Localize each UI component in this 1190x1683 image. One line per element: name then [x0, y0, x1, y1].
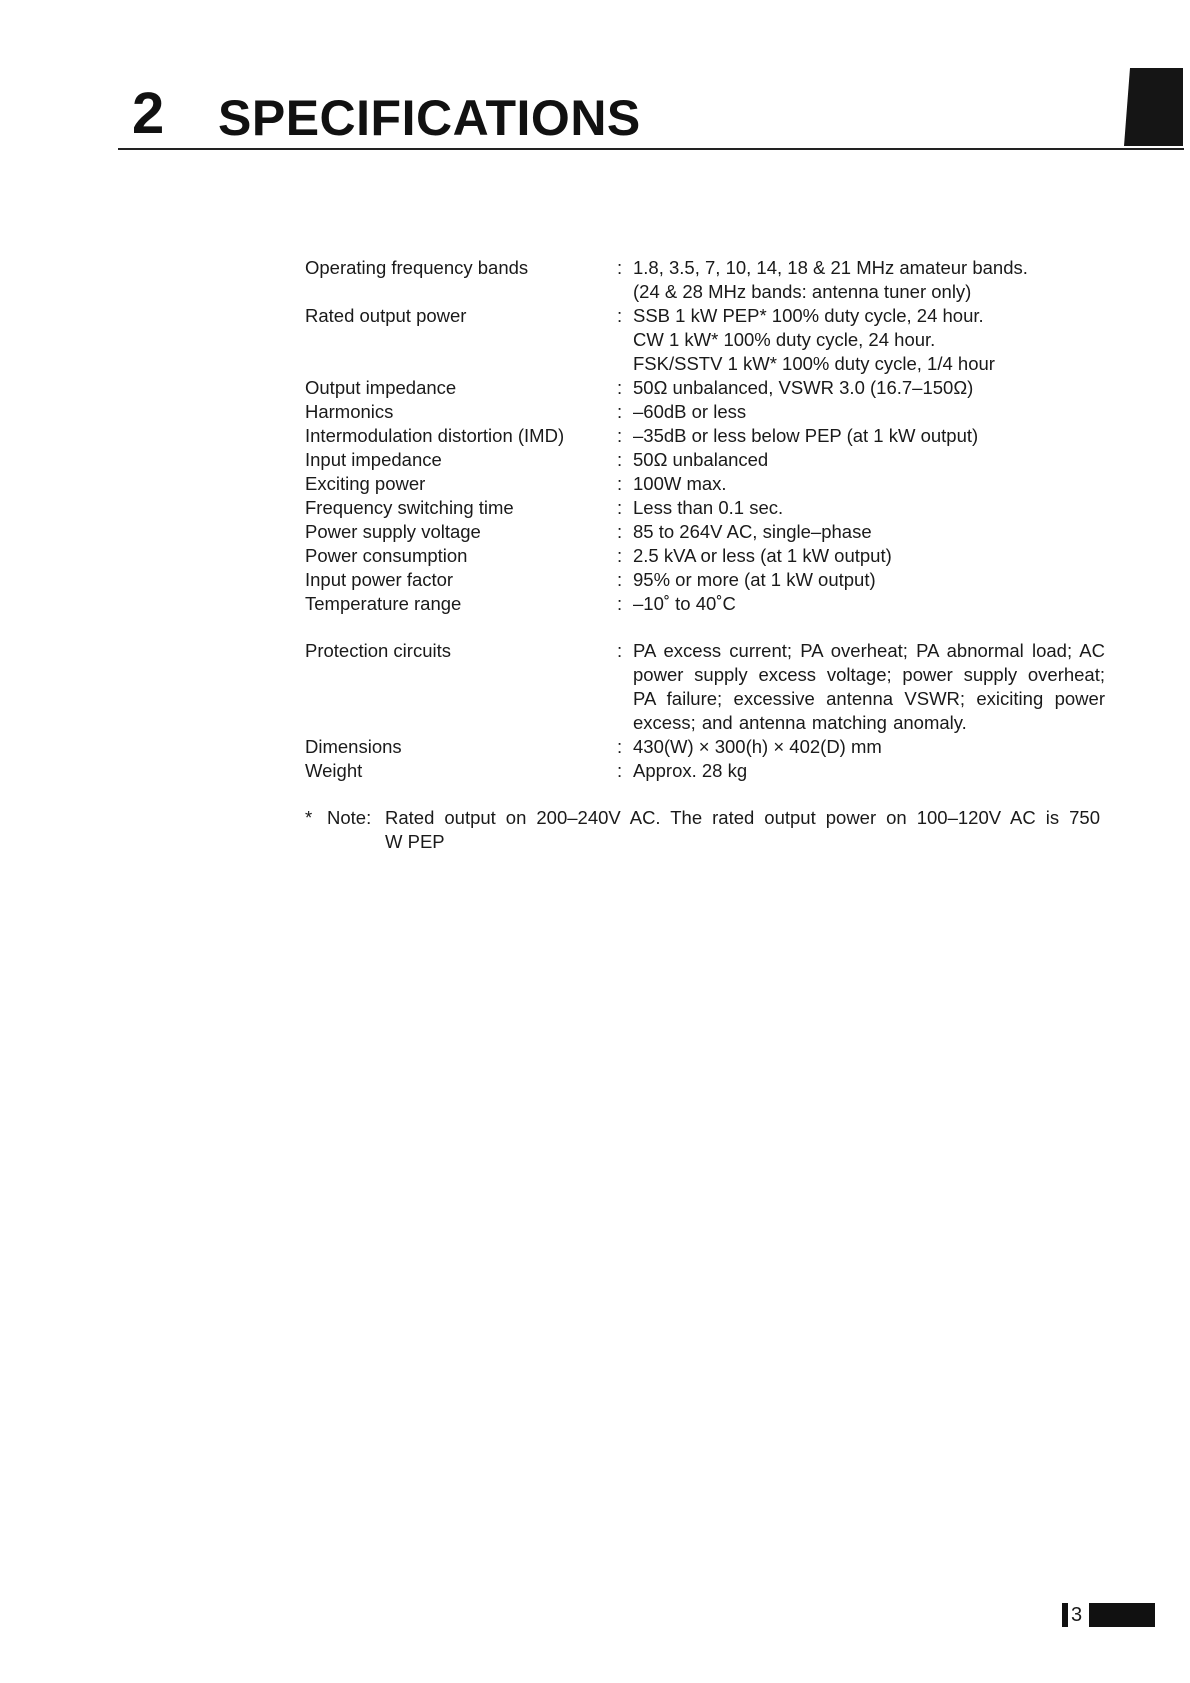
spec-row: [305, 639, 1105, 735]
spec-label: Exciting power: [305, 473, 426, 494]
spec-row: [305, 568, 1105, 592]
spec-row: [305, 592, 1105, 616]
spec-value-line: 430(W) × 300(h) × 402(D) mm: [633, 736, 882, 757]
note-asterisk: *: [305, 807, 313, 828]
spec-label: Frequency switching time: [305, 497, 514, 518]
spec-row: [305, 735, 1105, 759]
note-text: [385, 806, 1100, 854]
spec-value: [633, 472, 1105, 496]
note-label: Note:: [327, 807, 372, 828]
chapter-title: SPECIFICATIONS: [218, 90, 641, 146]
note-text-line-2: W PEP: [385, 831, 445, 852]
spec-value-line: 50Ω unbalanced: [633, 449, 769, 470]
specifications-table: [305, 256, 1105, 783]
header-rule: [118, 148, 1184, 150]
spec-row: [305, 424, 1105, 448]
spec-value: [633, 400, 1105, 424]
spec-row: [305, 472, 1105, 496]
page-footer: [1062, 1602, 1155, 1628]
spec-value-line: Less than 0.1 sec.: [633, 497, 784, 518]
spec-label: Temperature range: [305, 593, 462, 614]
chapter-tab-shape: [1184, 146, 1185, 147]
spec-row: [305, 304, 1105, 376]
spec-row: [305, 520, 1105, 544]
spec-label: Input power factor: [305, 569, 454, 590]
spec-row: [305, 256, 1105, 304]
spec-value: [633, 376, 1105, 400]
spec-value-line: 100W max.: [633, 473, 727, 494]
spec-label: Protection circuits: [305, 640, 451, 661]
spec-value-line: 95% or more (at 1 kW output): [633, 569, 876, 590]
spec-value: [633, 735, 1105, 759]
spec-label: Harmonics: [305, 401, 394, 422]
spec-colon: :: [617, 545, 623, 566]
spec-colon: :: [617, 377, 623, 398]
page-marker-bar: [1089, 1603, 1155, 1627]
spec-value-line: (24 & 28 MHz bands: antenna tuner only): [633, 281, 972, 302]
spec-colon: :: [617, 593, 623, 614]
chapter-number: 2: [132, 81, 165, 146]
spec-colon: :: [617, 736, 623, 757]
spec-label: Power supply voltage: [305, 521, 481, 542]
spec-label: Power consumption: [305, 545, 468, 566]
spec-label: Dimensions: [305, 736, 402, 757]
chapter-header: [118, 78, 1184, 150]
spec-colon: :: [617, 401, 623, 422]
spec-value-line: 50Ω unbalanced, VSWR 3.0 (16.7–150Ω): [633, 377, 974, 398]
spec-row: [305, 759, 1105, 783]
spec-label: Intermodulation distortion (IMD): [305, 425, 565, 446]
spec-value-line: –35dB or less below PEP (at 1 kW output): [633, 425, 979, 446]
spec-colon: :: [617, 257, 623, 278]
spec-value: [633, 424, 1105, 448]
spec-value-line: Approx. 28 kg: [633, 760, 748, 781]
spec-value-line: 2.5 kVA or less (at 1 kW output): [633, 545, 892, 566]
spec-value-line: SSB 1 kW PEP* 100% duty cycle, 24 hour.: [633, 305, 984, 326]
spec-colon: :: [617, 449, 623, 470]
spec-value: [633, 544, 1105, 568]
spec-value: [633, 448, 1105, 472]
spec-colon: :: [617, 305, 623, 326]
spec-value: [633, 256, 1105, 304]
spec-row: [305, 496, 1105, 520]
spec-row: [305, 448, 1105, 472]
spec-label: Input impedance: [305, 449, 442, 470]
page-number: 3: [1071, 1604, 1083, 1626]
spec-colon: :: [617, 569, 623, 590]
spec-value: [633, 759, 1105, 783]
spec-colon: :: [617, 521, 623, 542]
spec-label: Weight: [305, 760, 363, 781]
spec-row: [305, 544, 1105, 568]
spec-value-line: CW 1 kW* 100% duty cycle, 24 hour.: [633, 329, 936, 350]
spec-value: [633, 304, 1105, 376]
spec-value: PA excess current; PA overheat; PA abnormal load; AC power supply excess voltage; power supply overheat; PA failure; excessive antenna VSWR; exiciting power excess; and antenna matching anomaly.: [633, 640, 1105, 733]
note-text-line-1: Rated output on 200–240V AC. The rated output power on 100–120V AC is 750: [385, 807, 1100, 828]
spec-value: [633, 568, 1105, 592]
spec-value: [633, 520, 1105, 544]
spec-value: [633, 592, 1105, 616]
spec-label: Rated output power: [305, 305, 467, 326]
spec-row: [305, 376, 1105, 400]
spec-colon: :: [617, 425, 623, 446]
spec-label: Operating frequency bands: [305, 257, 529, 278]
spec-value-line: 85 to 264V AC, single–phase: [633, 521, 872, 542]
rated-output-note: [305, 806, 1100, 854]
page-marker-left: [1062, 1603, 1068, 1627]
spec-label: Output impedance: [305, 377, 457, 398]
spec-value-line: –60dB or less: [633, 401, 747, 422]
spec-colon: :: [617, 473, 623, 494]
spec-value-line: FSK/SSTV 1 kW* 100% duty cycle, 1/4 hour: [633, 353, 995, 374]
spec-colon: :: [617, 760, 623, 781]
spec-value-line: 1.8, 3.5, 7, 10, 14, 18 & 21 MHz amateur bands.: [633, 257, 1028, 278]
spec-colon: :: [617, 497, 623, 518]
spec-row: [305, 400, 1105, 424]
spec-value: [633, 496, 1105, 520]
spec-colon: :: [617, 640, 623, 661]
spec-value-line: –10˚ to 40˚C: [633, 593, 736, 614]
